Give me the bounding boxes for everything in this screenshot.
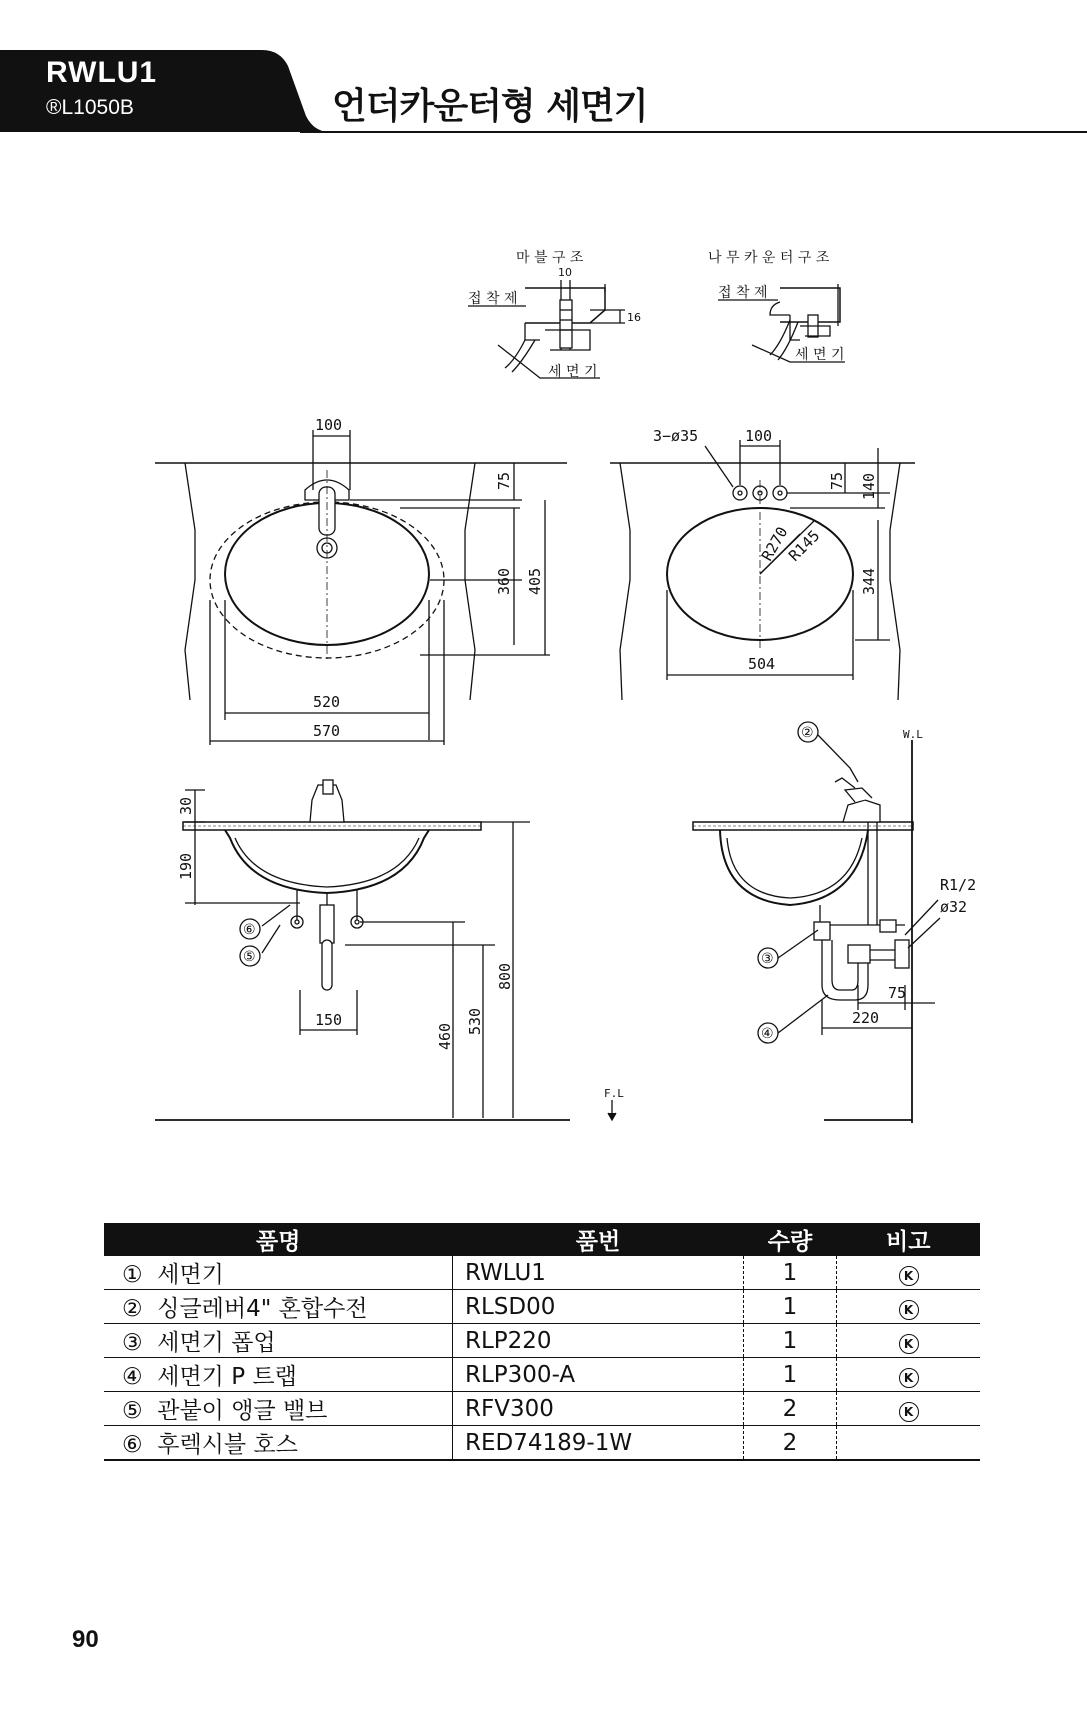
kc-mark-icon: K bbox=[899, 1266, 919, 1286]
page-title: 언더카운터형 세면기 bbox=[332, 86, 648, 127]
front-dim-460: 460 bbox=[436, 1022, 454, 1050]
header-name: 품명 bbox=[104, 1223, 453, 1256]
part-index: ② bbox=[122, 1296, 143, 1322]
parts-table-header bbox=[104, 1223, 980, 1256]
side-r12: R1/2 bbox=[940, 876, 977, 894]
front-callout-6: ⑥ bbox=[243, 922, 256, 938]
parts-table bbox=[104, 1223, 980, 1461]
table-row bbox=[104, 1256, 980, 1290]
side-phi32: ø32 bbox=[940, 898, 968, 916]
page-number: 90 bbox=[72, 1626, 99, 1653]
right-holes-label: 3−ø35 bbox=[653, 427, 699, 445]
marble-dim-10: 10 bbox=[558, 266, 572, 279]
part-number: RLSD00 bbox=[453, 1290, 744, 1324]
kc-mark-icon: K bbox=[899, 1368, 919, 1388]
marble-dim-16: 16 bbox=[627, 311, 641, 324]
left-dim-520: 520 bbox=[313, 693, 341, 711]
wood-adhesive-label: 접 착 제 bbox=[718, 285, 768, 301]
part-note-cell bbox=[837, 1358, 981, 1392]
right-dim-75: 75 bbox=[828, 471, 846, 490]
part-qty: 1 bbox=[744, 1290, 837, 1324]
side-wl: W.L bbox=[903, 728, 923, 741]
kc-mark-icon: K bbox=[899, 1300, 919, 1320]
side-callout-4: ④ bbox=[761, 1026, 774, 1042]
left-dim-570: 570 bbox=[313, 722, 341, 740]
plan-view-right bbox=[610, 427, 915, 700]
part-name-cell bbox=[104, 1426, 453, 1461]
part-name-cell bbox=[104, 1358, 453, 1392]
part-index: ① bbox=[122, 1262, 143, 1288]
wood-title: 나 무 카 운 터 구 조 bbox=[708, 250, 830, 266]
left-dim-360: 360 bbox=[495, 567, 513, 595]
wood-basin-label: 세 면 기 bbox=[795, 347, 845, 363]
table-row bbox=[104, 1290, 980, 1324]
left-dim-100: 100 bbox=[315, 416, 343, 434]
part-index: ④ bbox=[122, 1364, 143, 1390]
part-qty: 2 bbox=[744, 1426, 837, 1461]
right-dim-504: 504 bbox=[748, 655, 776, 673]
part-number: RWLU1 bbox=[453, 1256, 744, 1290]
table-row bbox=[104, 1324, 980, 1358]
part-note-cell bbox=[837, 1290, 981, 1324]
part-index: ⑥ bbox=[122, 1432, 143, 1458]
part-name-cell bbox=[104, 1256, 453, 1290]
part-name-cell bbox=[104, 1392, 453, 1426]
part-number: RED74189-1W bbox=[453, 1426, 744, 1461]
kc-mark-icon: K bbox=[899, 1334, 919, 1354]
side-callout-3: ③ bbox=[761, 951, 774, 967]
marble-title: 마 블 구 조 bbox=[516, 250, 584, 266]
part-number: RLP300-A bbox=[453, 1358, 744, 1392]
front-dim-190: 190 bbox=[177, 852, 195, 880]
part-name: 후렉시블 호스 bbox=[157, 1432, 298, 1458]
side-fl: F.L bbox=[604, 1087, 624, 1100]
kc-code: ®L1050B bbox=[46, 96, 134, 119]
side-dim-220: 220 bbox=[852, 1009, 880, 1027]
part-index: ⑤ bbox=[122, 1398, 143, 1424]
marble-basin-label: 세 면 기 bbox=[548, 364, 598, 380]
part-qty: 1 bbox=[744, 1358, 837, 1392]
marble-section-detail bbox=[468, 249, 641, 380]
right-r145: R145 bbox=[785, 526, 824, 565]
side-callout-2: ② bbox=[801, 725, 814, 741]
part-name: 세면기 bbox=[157, 1262, 224, 1288]
front-dim-530: 530 bbox=[466, 1007, 484, 1035]
part-name: 싱글레버4" 혼합수전 bbox=[157, 1296, 368, 1322]
part-note-cell bbox=[837, 1324, 981, 1358]
header-note: 비고 bbox=[837, 1223, 981, 1256]
right-r270: R270 bbox=[757, 523, 792, 564]
part-qty: 2 bbox=[744, 1392, 837, 1426]
right-dim-140: 140 bbox=[860, 472, 878, 500]
part-note-cell bbox=[837, 1426, 981, 1461]
plan-view-left bbox=[155, 416, 567, 745]
right-dim-344: 344 bbox=[860, 567, 878, 595]
part-name-cell bbox=[104, 1324, 453, 1358]
header-part-no: 품번 bbox=[453, 1223, 744, 1256]
part-name: 관붙이 앵글 밸브 bbox=[157, 1398, 328, 1424]
front-elevation bbox=[155, 780, 570, 1120]
front-dim-30: 30 bbox=[177, 796, 195, 815]
part-note-cell bbox=[837, 1392, 981, 1426]
part-number: RLP220 bbox=[453, 1324, 744, 1358]
kc-mark-icon: K bbox=[899, 1402, 919, 1422]
part-name: 세면기 폽업 bbox=[157, 1330, 276, 1356]
part-index: ③ bbox=[122, 1330, 143, 1356]
model-code: RWLU1 bbox=[46, 56, 158, 89]
left-dim-75: 75 bbox=[495, 471, 513, 490]
front-callout-5: ⑤ bbox=[243, 949, 256, 965]
front-dim-800: 800 bbox=[496, 962, 514, 990]
table-row bbox=[104, 1426, 980, 1461]
table-row bbox=[104, 1392, 980, 1426]
left-dim-405: 405 bbox=[526, 567, 544, 595]
front-dim-150: 150 bbox=[315, 1011, 343, 1029]
part-number: RFV300 bbox=[453, 1392, 744, 1426]
marble-adhesive-label: 접 착 제 bbox=[468, 291, 518, 307]
side-elevation bbox=[604, 722, 976, 1123]
right-dim-100: 100 bbox=[745, 427, 773, 445]
part-qty: 1 bbox=[744, 1324, 837, 1358]
part-qty: 1 bbox=[744, 1256, 837, 1290]
part-name: 세면기 P 트랩 bbox=[157, 1364, 297, 1390]
wood-section-detail bbox=[708, 249, 845, 363]
table-row bbox=[104, 1358, 980, 1392]
header-qty: 수량 bbox=[744, 1223, 837, 1256]
part-name-cell bbox=[104, 1290, 453, 1324]
side-dim-75: 75 bbox=[888, 984, 907, 1002]
part-note-cell bbox=[837, 1256, 981, 1290]
